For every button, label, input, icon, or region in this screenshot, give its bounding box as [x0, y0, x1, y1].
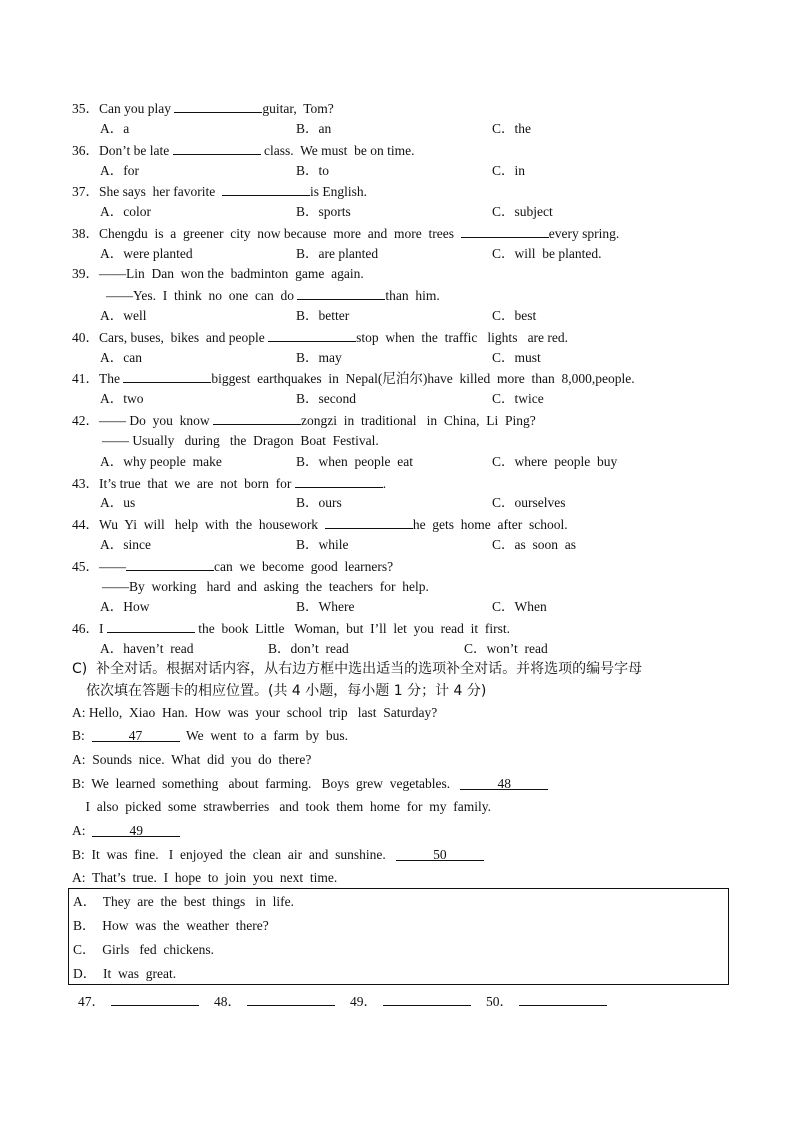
dialogue-blank-50[interactable]: 50 — [396, 846, 484, 861]
question-number: 36． — [72, 143, 99, 158]
box-option-a: A． They are the best things in life. — [73, 894, 294, 909]
question-number: 43． — [72, 476, 99, 491]
question-stem-start: She says her favorite — [99, 184, 222, 199]
answer-blank[interactable] — [174, 99, 262, 113]
answer-slot-47 — [78, 992, 199, 1011]
answer-blank[interactable] — [268, 328, 356, 342]
option-a[interactable]: A．How — [100, 599, 150, 614]
question-number: 41． — [72, 371, 99, 386]
dialogue-line — [72, 798, 491, 816]
question-response-line — [106, 286, 440, 305]
dialogue-text: A: That’s true. I hope to join you next time. — [72, 870, 338, 885]
option-c[interactable]: C．best — [492, 308, 537, 323]
answer-label: 49． — [350, 994, 377, 1009]
question-39 — [72, 265, 364, 283]
question-45 — [72, 557, 393, 576]
dialogue-text-start: B: — [72, 728, 92, 743]
option-a[interactable]: A．haven’t read — [100, 641, 194, 656]
option-a[interactable]: A．us — [100, 495, 136, 510]
option-c[interactable]: C．must — [492, 350, 541, 365]
dialogue-line — [72, 846, 484, 864]
question-number: 39． — [72, 266, 99, 281]
question-number: 37． — [72, 184, 99, 199]
question-44 — [72, 515, 568, 534]
option-a[interactable]: A．can — [100, 350, 142, 365]
question-stem-end: stop when the traffic lights are red. — [356, 330, 569, 345]
answer-blank[interactable] — [173, 141, 261, 155]
answer-slot-48 — [214, 992, 335, 1011]
question-number: 45． — [72, 559, 99, 574]
option-b[interactable]: B．don’t read — [268, 641, 349, 656]
dialogue-text: A: Hello, Xiao Han. How was your school trip last Saturday? — [72, 705, 438, 720]
question-number: 35． — [72, 101, 99, 116]
option-c[interactable]: C．twice — [492, 391, 544, 406]
question-stem-start: It’s true that we are not born for — [99, 476, 295, 491]
response-text: —— Usually during the Dragon Boat Festival. — [102, 433, 379, 448]
option-a[interactable]: A．well — [100, 308, 147, 323]
question-response-line — [102, 432, 379, 450]
question-stem-start: The — [99, 371, 124, 386]
answer-slot-50 — [486, 992, 607, 1011]
option-c[interactable]: C．When — [492, 599, 547, 614]
question-stem-end: is English. — [309, 184, 367, 199]
option-c[interactable]: C．ourselves — [492, 495, 566, 510]
question-43 — [72, 474, 386, 493]
dialogue-line — [72, 727, 348, 745]
option-b[interactable]: B．ours — [296, 495, 342, 510]
option-b[interactable]: B．sports — [296, 204, 351, 219]
response-text: ——By working hard and asking the teachers for help. — [102, 579, 429, 594]
question-stem-end: he gets home after school. — [412, 517, 568, 532]
question-stem-end: . — [382, 476, 387, 491]
answer-blank[interactable] — [247, 992, 335, 1006]
dialogue-text: A: Sounds nice. What did you do there? — [72, 752, 312, 767]
question-36 — [72, 141, 415, 160]
question-number: 38． — [72, 226, 99, 241]
options-box — [68, 888, 729, 985]
option-a[interactable]: A．why people make — [100, 454, 222, 469]
response-end: than him. — [385, 288, 440, 303]
dialogue-line — [72, 704, 437, 722]
dialogue-blank-47[interactable]: 47 — [92, 727, 180, 742]
answer-blank[interactable] — [213, 411, 301, 425]
question-stem-start: —— — [99, 559, 126, 574]
answer-blank[interactable] — [126, 557, 214, 571]
question-stem-start: I — [99, 621, 107, 636]
option-b[interactable]: B．are planted — [296, 246, 379, 261]
dialogue-text-end: We went to a farm by bus. — [179, 728, 349, 743]
answer-blank[interactable] — [123, 369, 211, 383]
question-number: 44． — [72, 517, 99, 532]
answer-blank[interactable] — [297, 286, 385, 300]
option-b[interactable]: B．to — [296, 163, 330, 178]
question-46 — [72, 619, 510, 638]
question-stem-end: guitar, Tom? — [262, 101, 334, 116]
section-c-heading-cont: 依次填在答题卡的相应位置。(共 4 小题，每小题 1 分；计 4 分) — [86, 683, 487, 699]
question-number: 46． — [72, 621, 99, 636]
question-stem-start: Can you play — [99, 101, 175, 116]
section-c-heading: C) 补全对话。根据对话内容，从右边方框中选出适当的选项补全对话。并将选项的编号字母 — [72, 661, 643, 677]
option-a[interactable]: A．since — [100, 537, 151, 552]
answer-label: 50． — [486, 994, 513, 1009]
question-number: 42． — [72, 413, 99, 428]
option-c[interactable]: C．won’t read — [464, 641, 548, 656]
question-response-line — [102, 578, 429, 596]
option-c[interactable]: C．subject — [492, 204, 553, 219]
option-b[interactable]: B．may — [296, 350, 342, 365]
dialogue-line — [72, 869, 337, 887]
question-35 — [72, 99, 334, 118]
question-stem-end: every spring. — [548, 226, 620, 241]
question-41 — [72, 369, 635, 388]
option-b[interactable]: B．when people eat — [296, 454, 413, 469]
dialogue-line — [72, 751, 311, 769]
dialogue-text-start: A: — [72, 823, 93, 838]
answer-blank[interactable] — [107, 619, 195, 633]
dialogue-line — [72, 775, 548, 793]
option-a[interactable]: A．two — [100, 391, 144, 406]
option-c[interactable]: C．where people buy — [492, 454, 618, 469]
box-option-b: B． How was the weather there? — [73, 918, 269, 933]
question-stem-start: ——Lin Dan won the badminton game again. — [99, 266, 364, 281]
option-b[interactable]: B．an — [296, 121, 332, 136]
option-c[interactable]: C．the — [492, 121, 531, 136]
dialogue-text-start: B: We learned something about farming. Boys grew vegetables. — [72, 776, 461, 791]
question-stem-end: class. We must be on time. — [260, 143, 415, 158]
question-stem-end: the book Little Woman, but I’ll let you read it first. — [194, 621, 510, 636]
answer-blank[interactable] — [325, 515, 413, 529]
question-stem-start: Cars, buses, bikes and people — [99, 330, 269, 345]
question-42 — [72, 411, 536, 430]
option-a[interactable]: A．a — [100, 121, 130, 136]
question-stem-start: —— Do you know — [99, 413, 213, 428]
option-a[interactable]: A．color — [100, 204, 151, 219]
question-38 — [72, 224, 619, 243]
answer-blank[interactable] — [222, 182, 310, 196]
answer-blank[interactable] — [519, 992, 607, 1006]
question-stem-end: can we become good learners? — [214, 559, 394, 574]
question-stem-end: zongzi in traditional in China, Li Ping? — [301, 413, 536, 428]
option-b[interactable]: B．second — [296, 391, 356, 406]
option-b[interactable]: B．Where — [296, 599, 355, 614]
answer-blank[interactable] — [461, 224, 549, 238]
dialogue-blank-48[interactable]: 48 — [460, 775, 548, 790]
option-a[interactable]: A．for — [100, 163, 139, 178]
box-option-c: C． Girls fed chickens. — [73, 942, 214, 957]
dialogue-text: I also picked some strawberries and took them home for my family. — [72, 799, 492, 814]
option-b[interactable]: B．better — [296, 308, 350, 323]
response-start: ——Yes. I think no one can do — [106, 288, 298, 303]
question-40 — [72, 328, 568, 347]
question-37 — [72, 182, 367, 201]
option-c[interactable]: C．will be planted. — [492, 246, 602, 261]
answer-blank[interactable] — [383, 992, 471, 1006]
answer-label: 48． — [214, 994, 241, 1009]
question-number: 40． — [72, 330, 99, 345]
option-a[interactable]: A．were planted — [100, 246, 193, 261]
question-stem-start: Wu Yi will help with the housework — [99, 517, 325, 532]
question-stem-end: biggest earthquakes in Nepal(尼泊尔)have killed more than 8,000,people. — [211, 371, 635, 386]
dialogue-line — [72, 822, 180, 840]
option-c[interactable]: C．in — [492, 163, 526, 178]
answer-label: 47． — [78, 994, 105, 1009]
box-option-d: D． It was great. — [73, 966, 177, 981]
answer-blank[interactable] — [295, 474, 383, 488]
dialogue-text-start: B: It was fine. I enjoyed the clean air and sunshine. — [72, 847, 396, 862]
answer-blank[interactable] — [111, 992, 199, 1006]
answer-slot-49 — [350, 992, 471, 1011]
dialogue-blank-49[interactable]: 49 — [92, 822, 180, 837]
question-stem-start: Don’t be late — [99, 143, 173, 158]
question-stem-start: Chengdu is a greener city now because more and more trees — [99, 226, 461, 241]
option-c[interactable]: C．as soon as — [492, 537, 576, 552]
option-b[interactable]: B．while — [296, 537, 349, 552]
